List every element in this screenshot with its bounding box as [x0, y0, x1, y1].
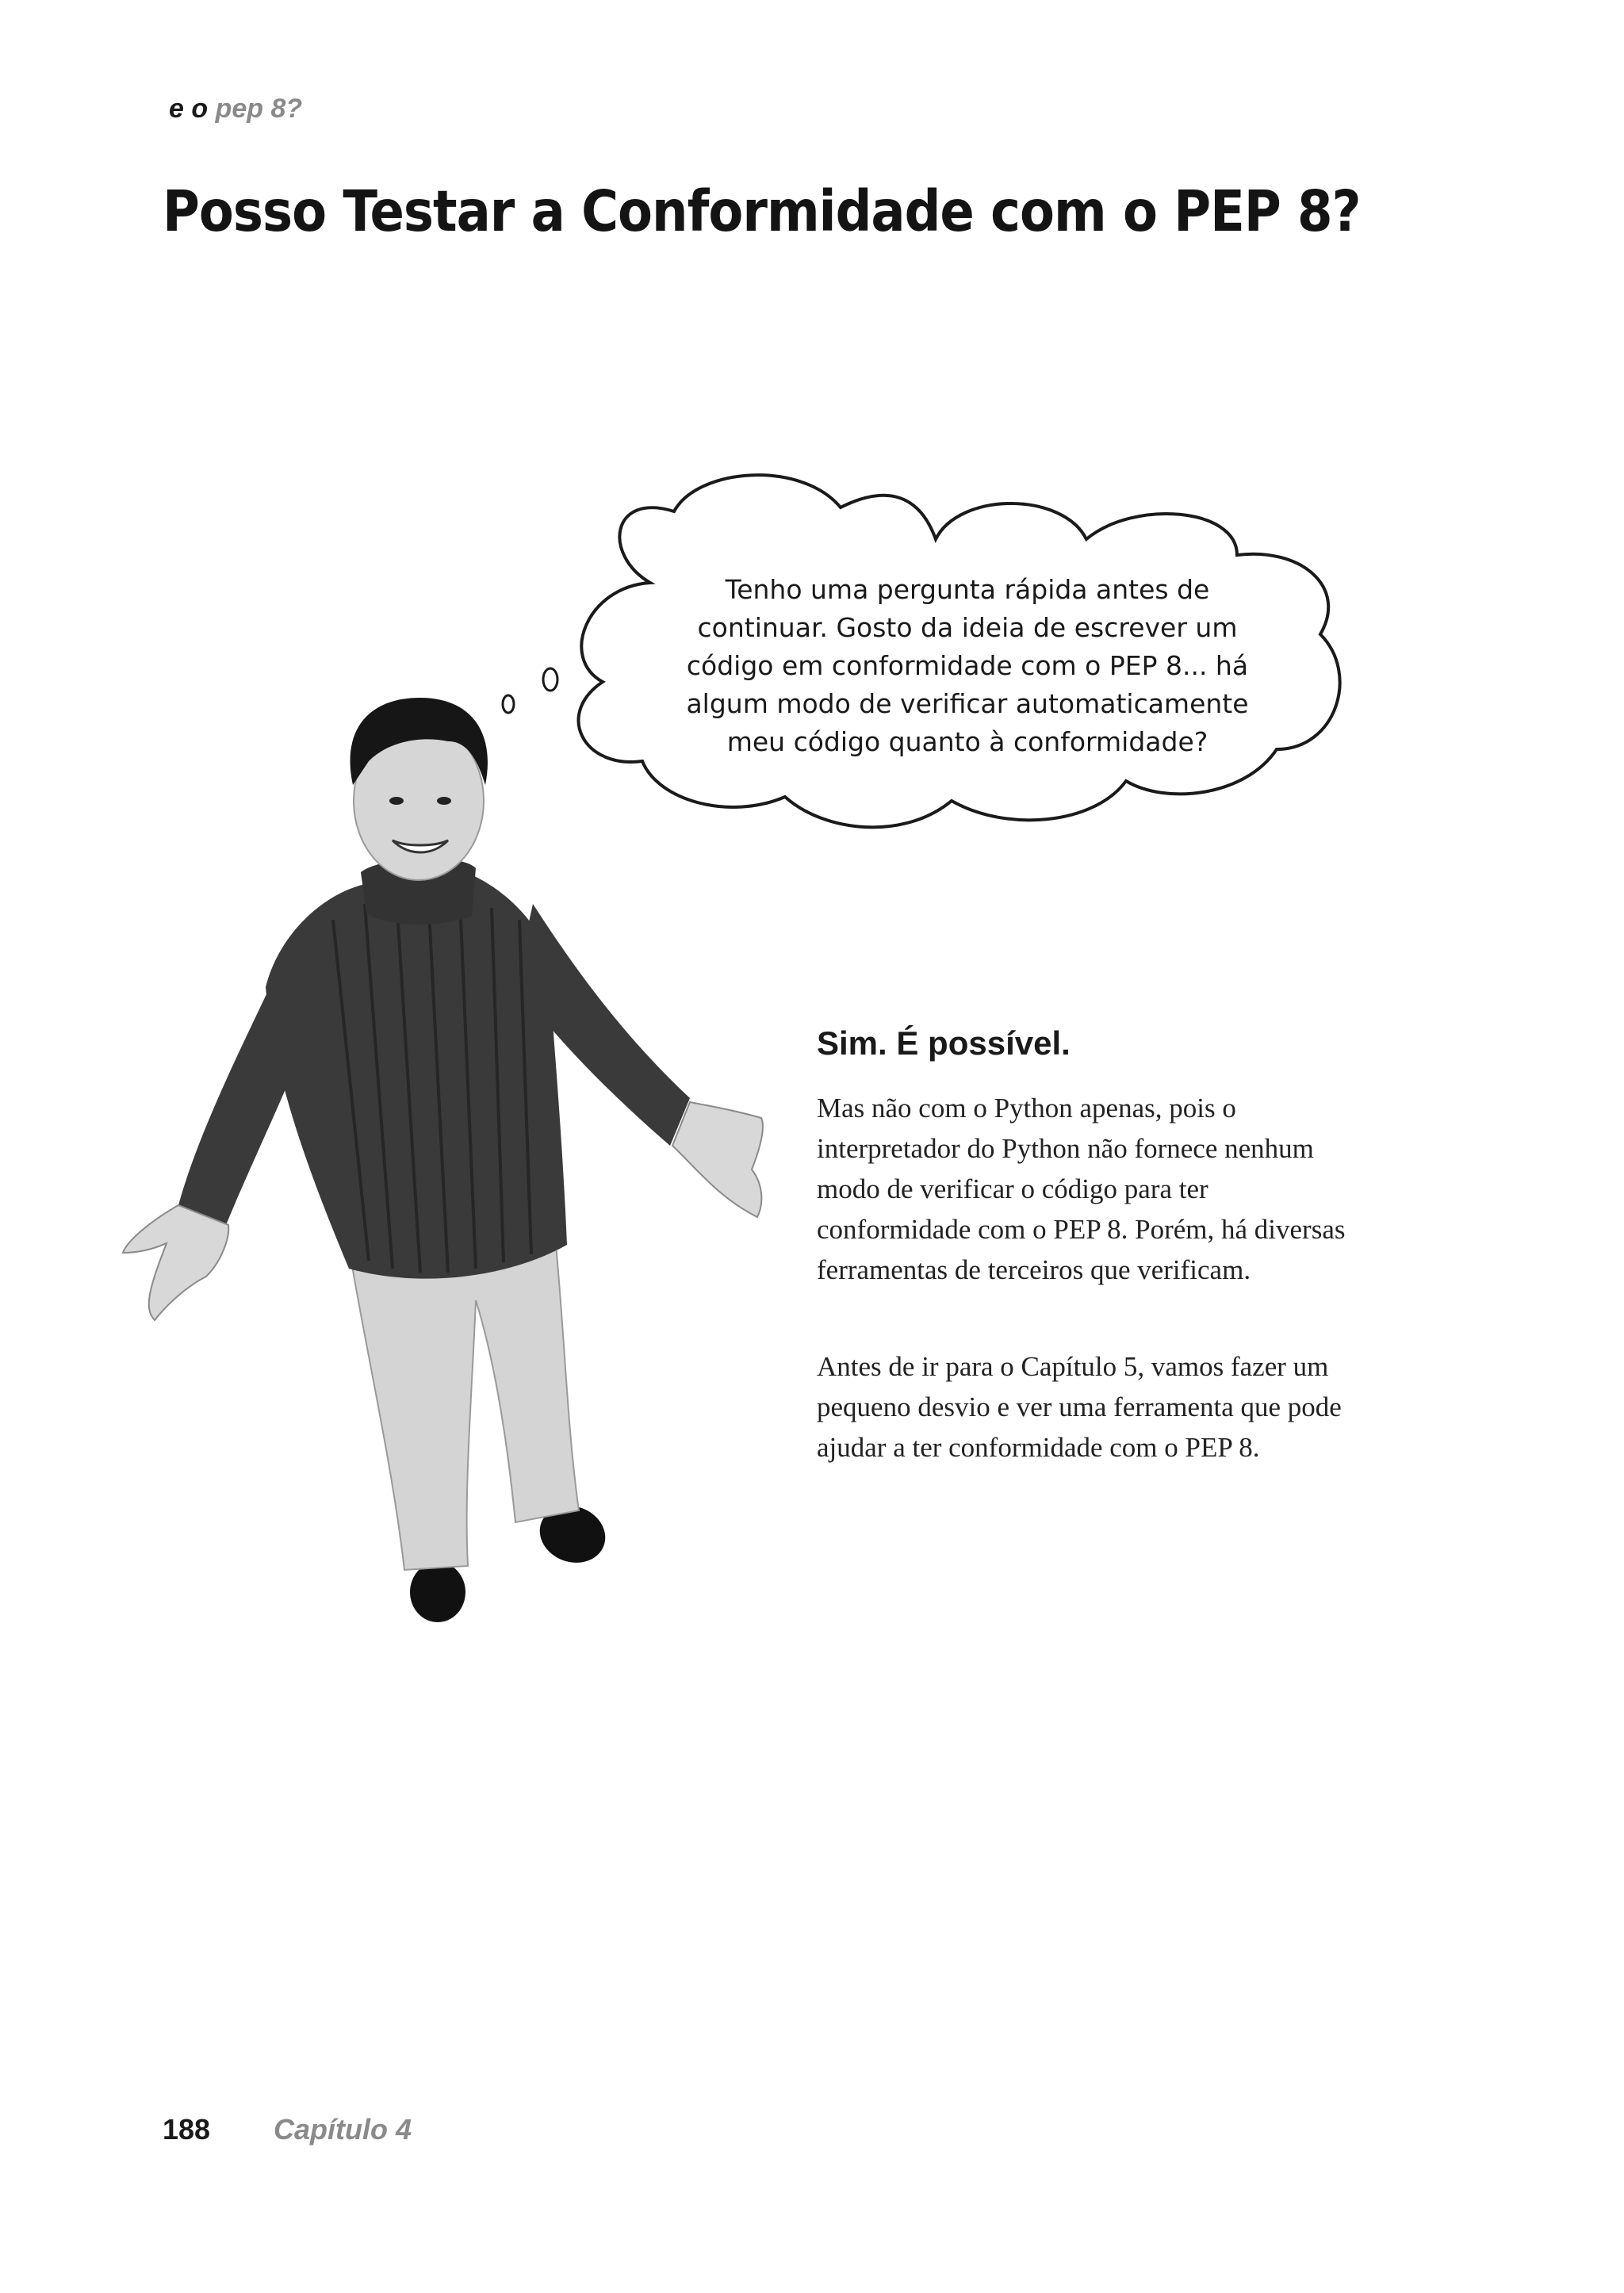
thought-dot-small	[503, 695, 514, 713]
answer-heading: Sim. É possível.	[817, 1024, 1071, 1062]
left-shoe	[410, 1562, 465, 1622]
thought-line: meu código quanto à conformidade?	[726, 726, 1208, 757]
answer-paragraph-1: Mas não com o Python apenas, pois o interpretador do Python não fornece nenhum modo de verificar o código para ter conformidade com o PEP 8. Porém, há diversas ferramentas de terceiros que verificam.	[817, 1093, 1346, 1285]
page-title: Posso Testar a Conformidade com o PEP 8?	[163, 179, 1361, 245]
running-head-prefix: e o	[169, 94, 209, 124]
answer-paragraph-2: Antes de ir para o Capítulo 5, vamos fazer um pequeno desvio e ver uma ferramenta que pode ajudar a ter conformidade com o PEP 8.	[817, 1351, 1342, 1463]
thought-line: continuar. Gosto da ideia de escrever um	[697, 612, 1238, 643]
thought-line: código em conformidade com o PEP 8... há	[686, 650, 1249, 681]
thought-line: algum modo de verificar automaticamente	[686, 688, 1249, 719]
running-head-topic: pep 8?	[215, 94, 303, 124]
thought-dot-large	[543, 668, 557, 691]
thought-bubble-text	[670, 571, 1265, 761]
page-number: 188	[163, 2113, 211, 2146]
left-eye	[389, 797, 404, 805]
thought-line: Tenho uma pergunta rápida antes de	[725, 574, 1210, 605]
chapter-label: Capítulo 4	[274, 2113, 412, 2146]
left-hand	[123, 1205, 228, 1320]
right-eye	[437, 797, 451, 805]
man-figure	[123, 698, 763, 1622]
right-hand	[672, 1102, 763, 1217]
